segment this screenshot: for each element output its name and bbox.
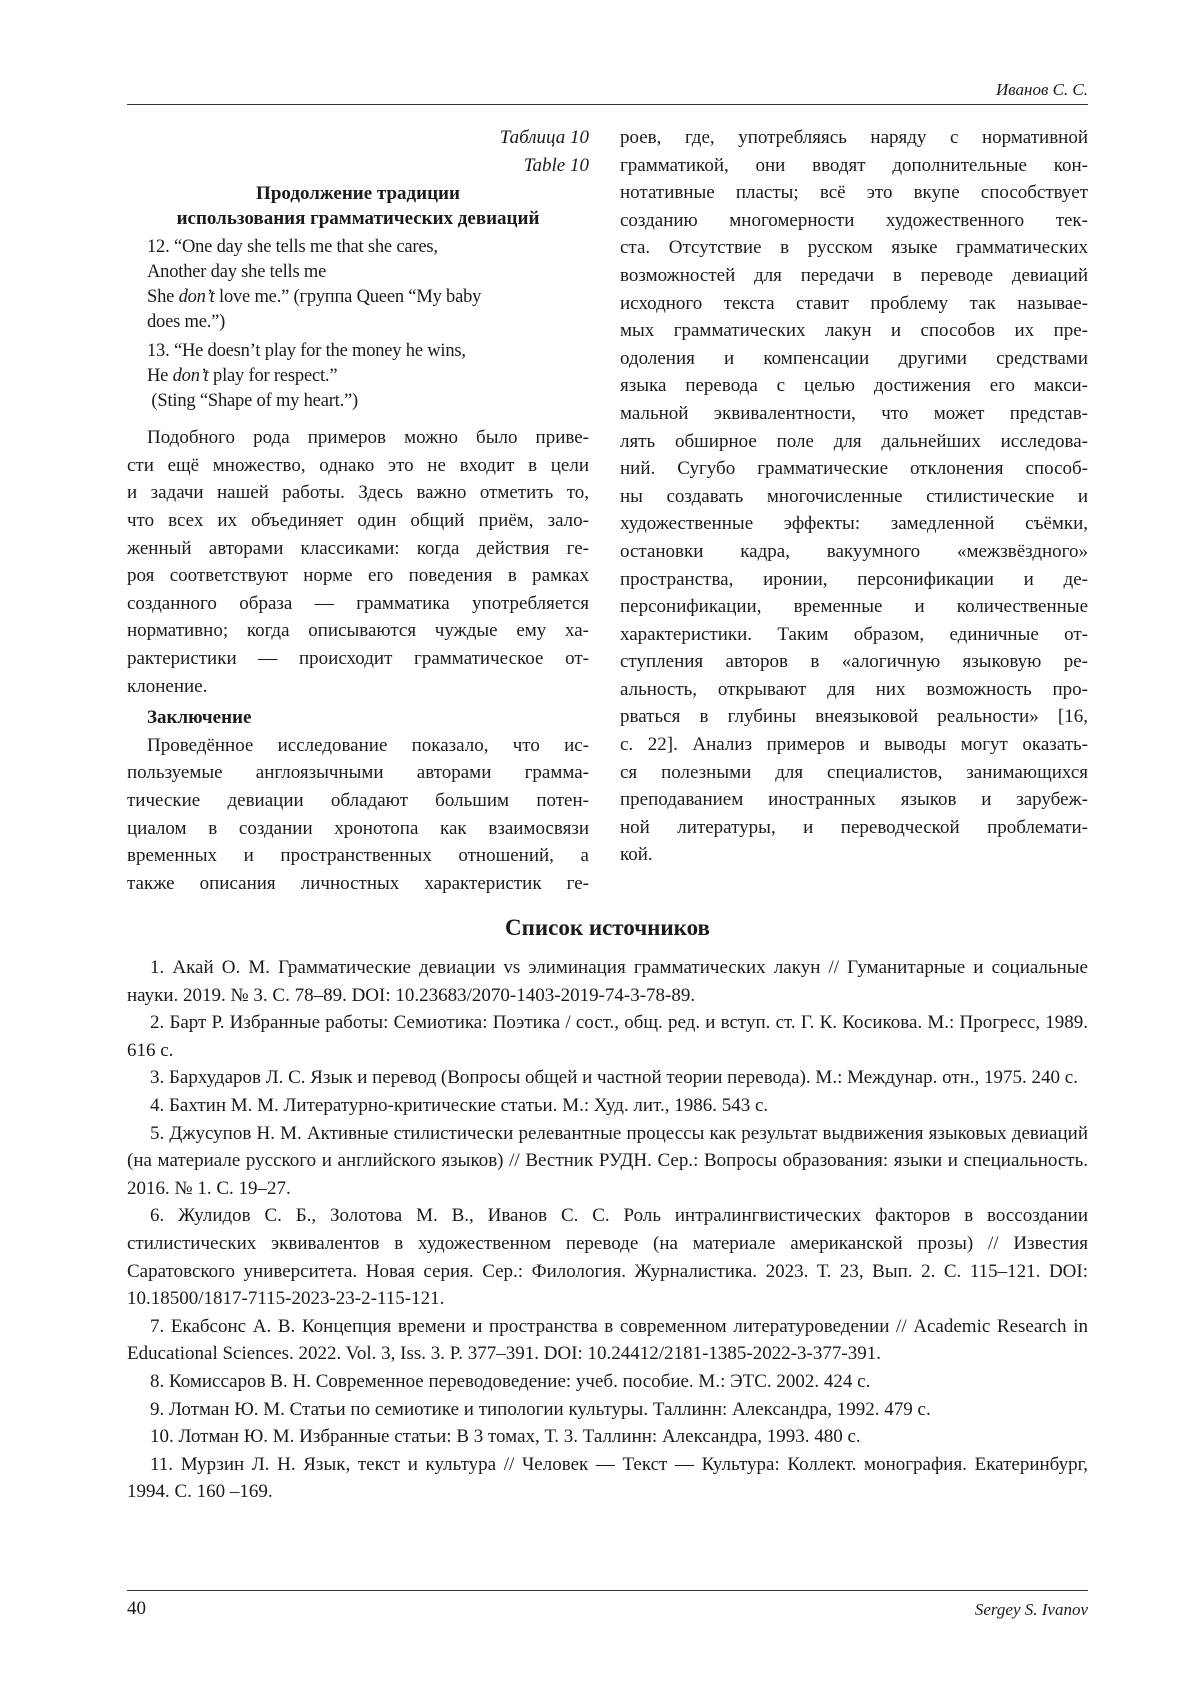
reference-item: 5. Джусупов Н. М. Активные стилистически релевантные процессы как результат выдвижения языковых девиаций (на материале русского и английского языков) // Вестник РУДН. Сер.: Вопросы образования: языки и специальность. 2016. № 1. С. 19–27. [127, 1122, 1088, 1199]
text-line: нормативно; когда описываются чуждые ему ха- [127, 620, 589, 642]
text-line: одоления и компенсации другими средствами [620, 347, 1088, 369]
text-line: ны создавать многочисленные стилистические и [620, 485, 1088, 507]
text-line: роя соответствуют норме его поведения в рамках [127, 565, 589, 587]
text-line: пространства, иронии, персонификации и де- [620, 568, 1088, 590]
example-text: love me.” (группа Queen “My baby [214, 287, 482, 308]
text-line: роев, где, употребляясь наряду с нормативной [620, 127, 1088, 148]
example-text: She [147, 287, 179, 308]
text-line: художественные эффекты: замедленной съёмки, [620, 513, 1088, 535]
example-line: (Sting “Shape of my heart.”) [147, 391, 358, 412]
text-line: персонификации, временные и количественные [620, 596, 1088, 618]
reference-item: 1. Акай О. М. Грамматические девиации vs элиминация грамматических лакун // Гуманитарные и социальные науки. 2019. № 3. С. 78–89. DOI: 10.23683/2070-1403-2019-74-3-78-89. [127, 957, 1088, 1006]
table-caption [127, 181, 589, 231]
text-line: и задачи нашей работы. Здесь важно отметить то, [127, 482, 589, 504]
text-line: рактеристики — происходит грамматическое от- [127, 647, 589, 669]
text-line: циалом в создании хронотопа как взаимосвязи [127, 817, 589, 839]
text-line: ний. Сугубо грамматические отклонения способ- [620, 458, 1088, 480]
text-line: мальной эквивалентности, что может представ- [620, 402, 1088, 424]
reference-item: 6. Жулидов С. Б., Золотова М. В., Иванов С. С. Роль интралингвистических факторов в воссоздании стилистических эквивалентов в художественном переводе (на материале американской прозы) // Известия Саратовского университета. Новая серия. Сер.: Филология. Журналистика. 2023. Т. 23, Вып. 2. С. 115–121. DOI: 10.18500/1817-7115-2023-23-2-115-121. [127, 1205, 1088, 1310]
example-text: play for respect.” [208, 366, 338, 387]
text-line: альность, открывают для них возможность про- [620, 678, 1088, 700]
table-examples [147, 235, 589, 414]
text-line: ступления авторов в «алогичную языковую ре- [620, 651, 1088, 673]
example-emphasis: don’t [172, 366, 209, 387]
table-caption-line: Продолжение традиции [256, 183, 460, 205]
paragraph-examples-summary [127, 424, 589, 700]
text-line: языка перевода с целью достижения его макси- [620, 375, 1088, 397]
reference-item: 2. Барт Р. Избранные работы: Семиотика: Поэтика / сост., общ. ред. и вступ. ст. Г. К. Косикова. М.: Прогресс, 1989. 616 с. [127, 1012, 1088, 1061]
references-title: Список источников [505, 915, 710, 940]
text-line: остановки кадра, вакуумного «межзвёздного» [620, 540, 1088, 562]
text-line: с. 22]. Анализ примеров и выводы могут оказать- [620, 734, 1088, 756]
example-line: 13. “He doesn’t play for the money he wins, [147, 341, 466, 362]
text-line: клонение. [127, 675, 208, 697]
text-line: исходного текста ставит проблему так называе- [620, 292, 1088, 314]
references-list [127, 954, 1088, 1506]
table-label-ru: Таблица 10 [499, 127, 589, 148]
running-footer-author: Sergey S. Ivanov [974, 1600, 1088, 1619]
paragraph-conclusion [127, 732, 589, 898]
text-line: женный авторами классиками: когда действия ге- [127, 537, 589, 559]
text-line: возможностей для передачи в переводе девиаций [620, 264, 1088, 286]
text-line: Проведённое исследование показало, что ис- [147, 734, 589, 756]
text-line: мых грамматических лакун и способов их пре- [620, 320, 1088, 342]
text-line: тические девиации обладают большим потен- [127, 789, 589, 811]
text-line: что всех их объединяет один общий приём, зало- [127, 509, 589, 531]
text-line: временных и пространственных отношений, а [127, 845, 589, 867]
reference-item: 4. Бахтин М. М. Литературно-критические статьи. М.: Худ. лит., 1986. 543 с. [150, 1094, 769, 1116]
text-line: нотативные пласты; всё это вкупе способствует [620, 182, 1088, 204]
reference-item: 11. Мурзин Л. Н. Язык, текст и культура // Человек — Текст — Культура: Коллект. монография. Екатеринбург, 1994. С. 160 –169. [127, 1453, 1088, 1503]
running-header-author: Иванов С. С. [995, 80, 1088, 99]
text-line: также описания личностных характеристик ге- [127, 872, 589, 894]
reference-item: 9. Лотман Ю. М. Статьи по семиотике и типологии культуры. Таллинн: Александра, 1992. 479 с. [150, 1398, 931, 1420]
footer-rule [127, 1590, 1088, 1591]
text-line: ся полезными для специалистов, занимающихся [620, 761, 1088, 783]
left-column [127, 124, 589, 897]
text-line: характеристики. Таким образом, единичные от- [620, 623, 1088, 645]
text-line: рваться в глубины внеязыковой реальности» [16, [620, 706, 1088, 728]
header-rule [127, 104, 1088, 105]
text-line: лять обширное поле для дальнейших исследова- [620, 430, 1088, 452]
text-line: созданного образа — грамматика употребляется [127, 592, 589, 614]
example-line: does me.”) [147, 312, 226, 333]
example-emphasis: don’t [178, 287, 215, 308]
text-line: сти ещё множество, однако это не входит в цели [127, 454, 589, 476]
right-column [620, 124, 1088, 869]
reference-item: 10. Лотман Ю. М. Избранные статьи: В 3 томах, Т. 3. Таллинн: Александра, 1993. 480 с. [150, 1426, 861, 1448]
page-number: 40 [127, 1598, 146, 1619]
text-line: ной литературы, и переводческой проблемати- [620, 816, 1088, 838]
text-line: пользуемые англоязычными авторами грамма- [127, 762, 589, 784]
text-line: преподаванием иностранных языков и зарубеж- [620, 789, 1088, 811]
text-line: грамматикой, они вводят дополнительные кон- [620, 154, 1088, 176]
reference-item: 3. Бархударов Л. С. Язык и перевод (Вопросы общей и частной теории перевода). М.: Междунар. отн., 1975. 240 с. [150, 1067, 1078, 1089]
table-caption-line: использования грамматических девиаций [176, 208, 540, 230]
example-text: He [147, 366, 173, 387]
reference-item: 8. Комиссаров В. Н. Современное переводоведение: учеб. пособие. М.: ЭТС. 2002. 424 с. [150, 1370, 871, 1392]
example-line: 12. “One day she tells me that she cares, [147, 237, 438, 258]
text-line: кой. [620, 844, 653, 866]
table-label-en: Table 10 [523, 154, 589, 176]
text-line: ста. Отсутствие в русском языке грамматических [620, 237, 1088, 259]
example-line [147, 364, 589, 389]
section-heading-conclusion: Заключение [147, 707, 252, 729]
example-line: Another day she tells me [147, 262, 327, 283]
reference-item: 7. Екабсонс А. В. Концепция времени и пространства в современном литературоведении // Academic Research in Educational Sciences. 2022. Vol. 3, Iss. 3. P. 377–391. DOI: 10.24412/2181-1385-2022-3-377-391. [127, 1315, 1088, 1365]
example-line [147, 285, 589, 310]
text-line: созданию многомерности художественного тек- [620, 209, 1088, 231]
text-line: Подобного рода примеров можно было приве- [147, 427, 589, 449]
